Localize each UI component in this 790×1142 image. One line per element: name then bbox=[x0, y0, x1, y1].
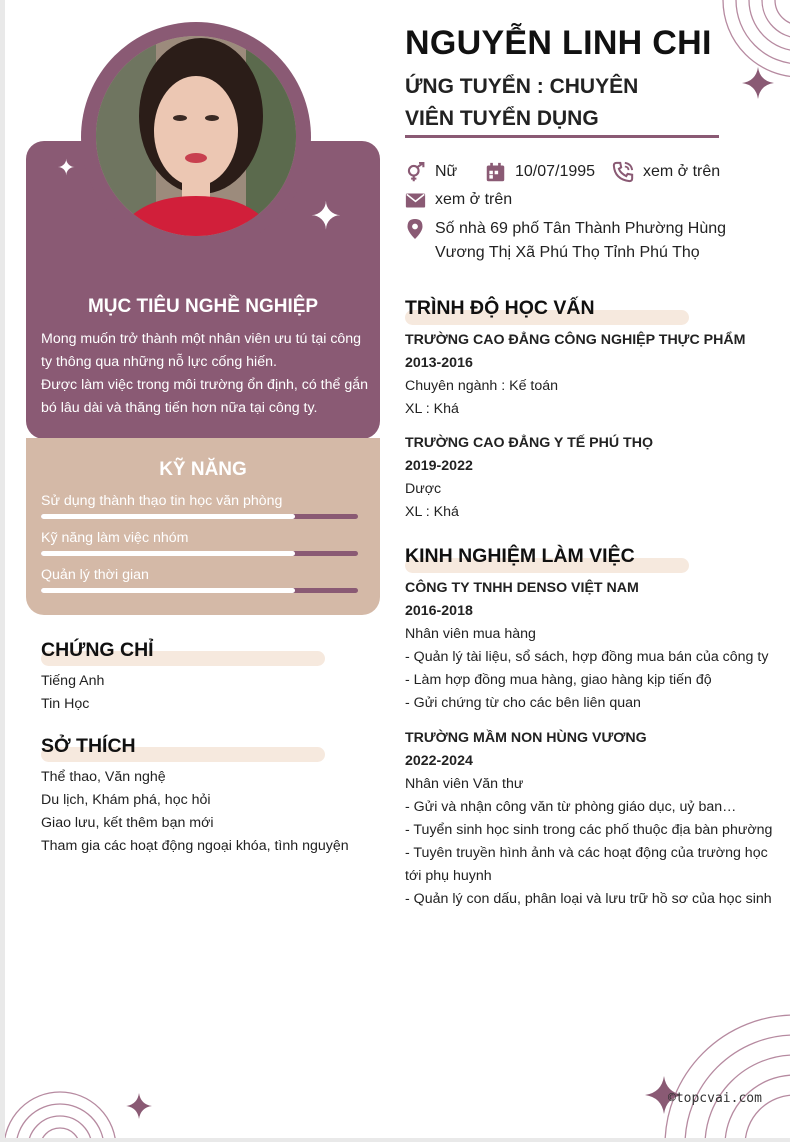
experience-title: KINH NGHIỆM LÀM VIỆC bbox=[405, 545, 635, 567]
decorative-arcs-bottom-right bbox=[655, 965, 790, 1142]
applied-position: ỨNG TUYỂN : CHUYÊN VIÊN TUYỂN DỤNG bbox=[405, 75, 639, 130]
email-icon bbox=[405, 190, 426, 211]
gender-icon bbox=[405, 162, 426, 183]
candidate-name: NGUYỄN LINH CHI bbox=[405, 24, 712, 62]
certificates-title: CHỨNG CHỈ bbox=[41, 639, 154, 661]
list-item: Thể thao, Văn nghệ bbox=[41, 769, 166, 785]
list-item: Tin Học bbox=[41, 696, 90, 712]
skill-item: Kỹ năng làm việc nhóm bbox=[41, 529, 359, 556]
skills-title: KỸ NĂNG bbox=[159, 459, 247, 480]
skill-bar-fill bbox=[41, 514, 295, 519]
phone-icon bbox=[612, 161, 634, 183]
list-item: Du lịch, Khám phá, học hỏi bbox=[41, 792, 211, 808]
hobbies-title: SỞ THÍCH bbox=[41, 735, 136, 757]
sparkle-icon bbox=[742, 67, 774, 99]
experience-entry: CÔNG TY TNHH DENSO VIỆT NAM 2016-2018 Nhân viên mua hàng - Quản lý tài liệu, sổ sách, hợp đồng mua bán của công ty - Làm hợp đồng mua hàng, giao hàng kịp tiến độ - Gửi chứng từ cho các bên liên quan bbox=[405, 580, 769, 711]
objective-title: MỤC TIÊU NGHỀ NGHIỆP bbox=[87, 296, 319, 317]
skill-bar bbox=[41, 588, 358, 593]
avatar bbox=[96, 36, 296, 236]
skill-bar bbox=[41, 551, 358, 556]
list-item: Giao lưu, kết thêm bạn mới bbox=[41, 815, 214, 831]
email-info: xem ở trên bbox=[405, 188, 512, 212]
education-entry: TRƯỜNG CAO ĐẲNG CÔNG NGHIỆP THỰC PHẨM 2013-2016 Chuyên ngành : Kế toán XL : Khá bbox=[405, 332, 746, 417]
skill-bar-fill bbox=[41, 588, 295, 593]
sparkle-icon bbox=[126, 1093, 152, 1119]
list-item: Tham gia các hoạt động ngoại khóa, tình nguyện bbox=[41, 838, 349, 854]
experience-entry: TRƯỜNG MẦM NON HÙNG VƯƠNG 2022-2024 Nhân viên Văn thư - Gửi và nhận công văn từ phòng giáo dục, uỷ ban… - Tuyển sinh học sinh trong các phố thuộc địa bàn phường - Tuyên truyền hình ảnh và các hoạt động của trường học tới phụ huynh - Quản lý con dấu, phân loại và lưu trữ hồ sơ của học sinh bbox=[405, 730, 773, 907]
sparkle-icon: ✦ bbox=[57, 155, 76, 180]
hobbies-list bbox=[41, 766, 349, 858]
address-info: Số nhà 69 phố Tân Thành Phường Hùng Vương Thị Xã Phú Thọ Tỉnh Phú Thọ bbox=[435, 220, 727, 261]
phone-info: xem ở trên bbox=[612, 160, 720, 184]
sparkle-icon: ✦ bbox=[310, 196, 342, 238]
skill-bar bbox=[41, 514, 358, 519]
education-entry: TRƯỜNG CAO ĐẲNG Y TẾ PHÚ THỌ 2019-2022 Dược XL : Khá bbox=[405, 435, 653, 520]
watermark: ©topcvai.com bbox=[668, 1091, 762, 1106]
certificates-list bbox=[41, 670, 104, 716]
skill-item: Sử dụng thành thạo tin học văn phòng bbox=[41, 492, 359, 519]
decorative-arcs-bottom-left bbox=[5, 1070, 125, 1142]
birthday-info: 10/07/1995 bbox=[485, 160, 595, 184]
calendar-icon bbox=[485, 162, 506, 183]
gender-info: Nữ bbox=[405, 160, 457, 184]
objective-text: Mong muốn trở thành một nhân viên ưu tú tại công ty thông qua những nỗ lực cống hiến. Được làm việc trong môi trường ổn định, có thể gắn bó lâu dài và thăng tiến hơn nữa tại công ty. bbox=[41, 331, 369, 416]
header-divider bbox=[405, 135, 719, 138]
skill-item: Quản lý thời gian bbox=[41, 566, 359, 593]
skill-bar-fill bbox=[41, 551, 295, 556]
education-title: TRÌNH ĐỘ HỌC VẤN bbox=[405, 297, 595, 319]
list-item: Tiếng Anh bbox=[41, 673, 105, 689]
location-icon bbox=[405, 218, 425, 240]
